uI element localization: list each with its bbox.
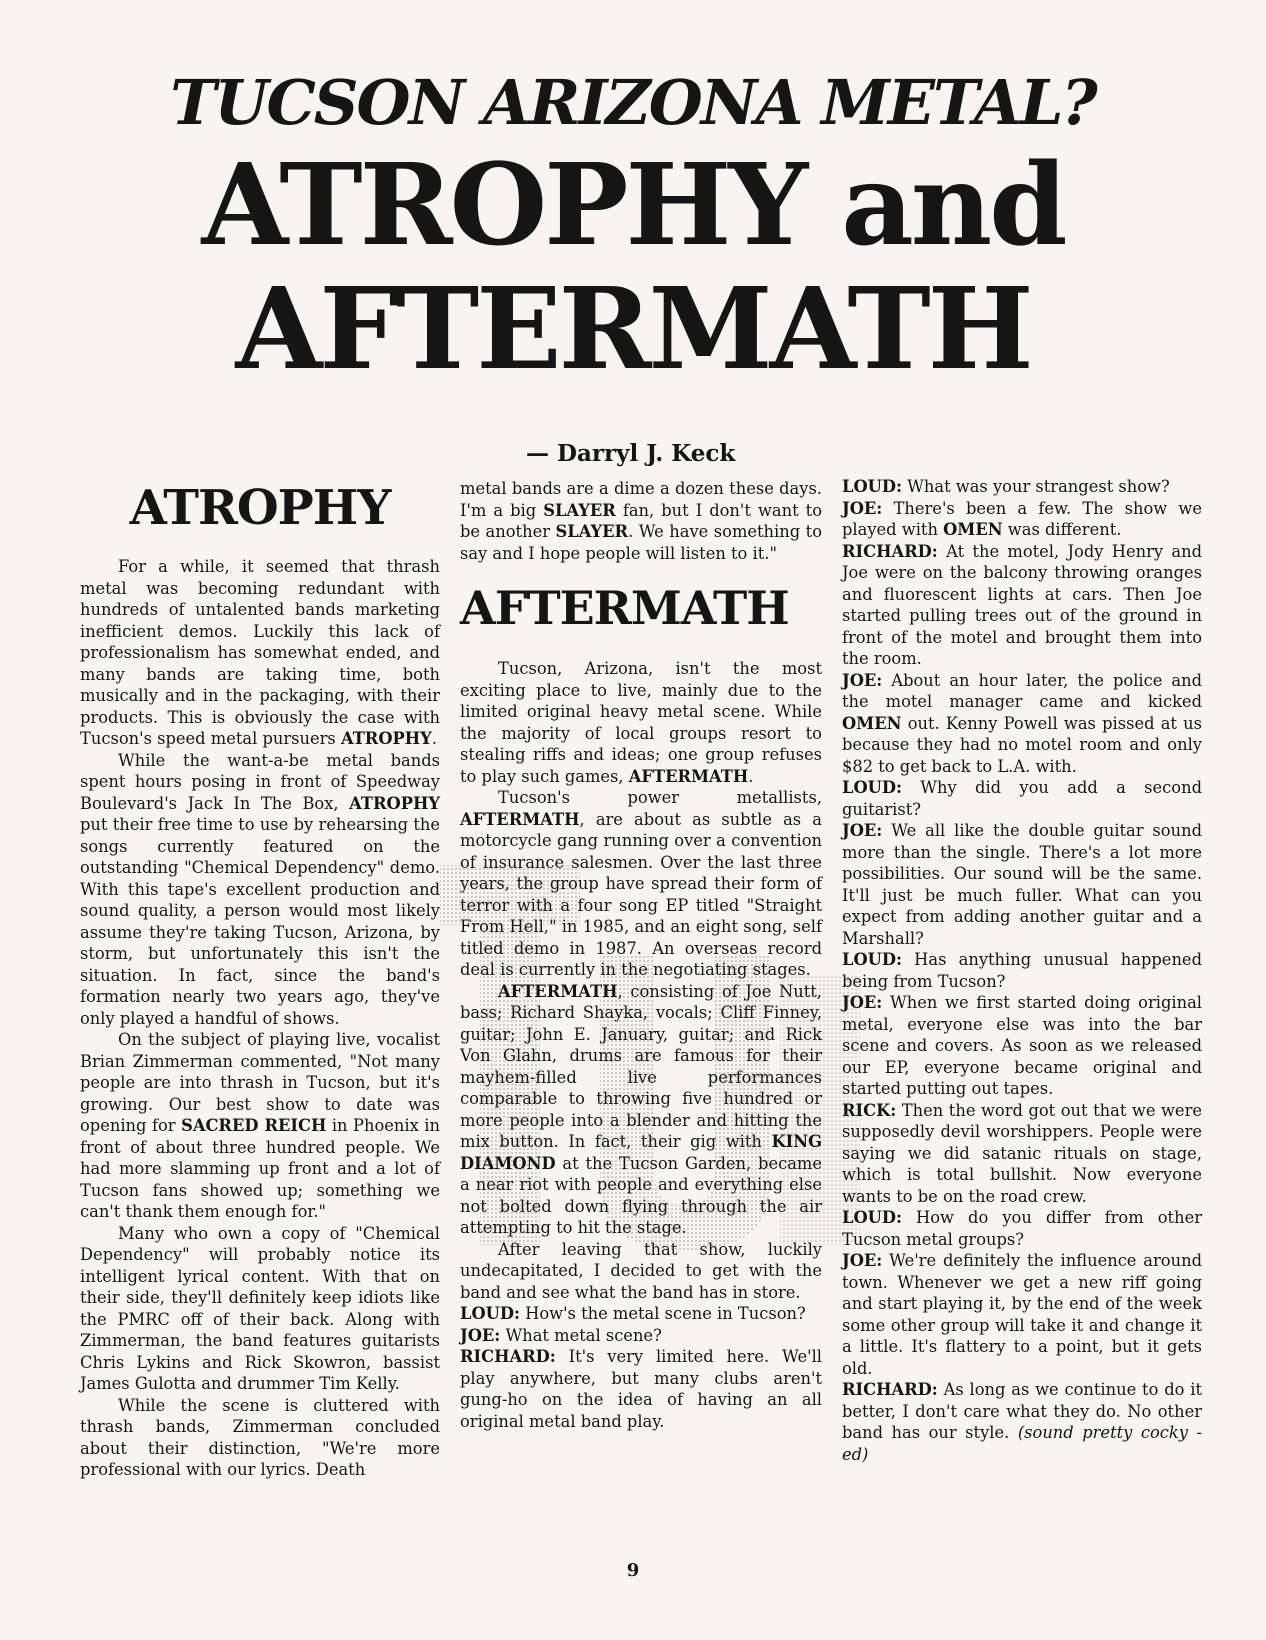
byline: — Darryl J. Keck [526,440,736,467]
interview-line: JOE: There's been a few. The show we played with OMEN was different. [842,498,1202,539]
column-2 [460,478,822,1432]
atrophy-paragraph-5: While the scene is cluttered with thrash bands, Zimmerman concluded about their distinction, "We're more professional with our lyrics. Death [80,1395,440,1479]
aftermath-paragraph-1: Tucson, Arizona, isn't the most exciting place to live, mainly due to the limited original heavy metal scene. While the majority of local groups resort to stealing riffs and ideas; one group refuses to play such games, AFTERMATH. [460,659,822,786]
interview-line: JOE: About an hour later, the police and the motel manager came and kicked OMEN out. Kenny Powell was pissed at us because they had no motel room and only $82 to get back to L.A. with. [842,670,1202,776]
interview-line: LOUD: What was your strangest show? [842,477,1170,496]
atrophy-paragraph-2: While the want-a-be metal bands spent hours posing in front of Speedway Boulevard's Jack In The Box, ATROPHY put their free time to use by rehearsing the songs currently featured on the outstanding "Chemical Dependency" demo. With this tape's excellent production and sound quality, a person would most likely assume they're taking Tucson, Arizona, by storm, but unfortunately this isn't the situation. In fact, since the band's formation nearly two years ago, they've only played a handful of shows. [80,750,440,1028]
column-1 [80,474,440,1481]
atrophy-paragraph-4: Many who own a copy of "Chemical Dependency" will probably notice its intelligent lyrical content. With that on their side, they'll definitely keep idiots like the PMRC off of their back. Along with Zimmerman, the band features guitarists Chris Lykins and Rick Skowron, bassist James Gulotta and drummer Tim Kelly. [80,1223,440,1393]
interview-line: LOUD: How do you differ from other Tucson metal groups? [842,1208,1202,1249]
interview-line: LOUD: How's the metal scene in Tucson? [460,1304,806,1323]
aftermath-paragraph-4: After leaving that show, luckily undecapitated, I decided to get with the band and see what the band has in store. [460,1239,822,1302]
atrophy-paragraph-5-continued: metal bands are a dime a dozen these days. I'm a big SLAYER fan, but I don't want to be another SLAYER. We have something to say and I hope people will listen to it." [460,479,822,563]
column-3 [842,476,1202,1465]
interview-line: LOUD: Why did you add a second guitarist? [842,778,1202,819]
editor-note: (sound pretty cocky - ed) [842,1423,1202,1464]
aftermath-paragraph-3: AFTERMATH, consisting of Joe Nutt, bass; Richard Shayka, vocals; Cliff Finney, guitar; John E. January, guitar; and Rick Von Glahn, drums are famous for their mayhem-filled live performances comparable to throwing five hundred or more people into a blender and hitting the mix button. In fact, their gig with KING DIAMOND at the Tucson Garden, became a near riot with people and everything else not bolted down flying through the air attempting to hit the stage. [460,981,822,1237]
interview-line: RICHARD: At the motel, Jody Henry and Joe were on the balcony throwing oranges and fluorescent lights at cars. Then Joe started pulling trees out of the ground in front of the motel and brought them into the room. [842,541,1202,668]
kicker-headline: TUCSON ARIZONA METAL? [170,66,1096,139]
atrophy-paragraph-3: On the subject of playing live, vocalist Brian Zimmerman commented, "Not many people are into thrash in Tucson, but it's growing. Our best show to date was opening for SACRED REICH in Phoenix in front of about three hundred people. We had more slamming up front and a lot of Tucson fans showed up; something we can't thank them enough for." [80,1030,440,1221]
interview-line: RICHARD: As long as we continue to do it better, I don't care what they do. No other band has our style. (sound pretty cocky - ed) [842,1380,1202,1464]
interview-line: JOE: When we first started doing original metal, everyone else was into the bar scene and covers. As soon as we released our EP, everyone became original and started putting out tapes. [842,993,1202,1098]
atrophy-heading: ATROPHY [129,480,391,536]
title-line-2: AFTERMATH [235,264,1031,395]
interview-line: LOUD: Has anything unusual happened being from Tucson? [842,950,1202,991]
interview-line: RICHARD: It's very limited here. We'll play anywhere, but many clubs aren't gung-ho on the idea of having an all original metal band play. [460,1347,822,1431]
title-line-1: ATROPHY and [201,140,1065,271]
aftermath-paragraph-2: Tucson's power metallists, AFTERMATH, are about as subtle as a motorcycle gang running over a convention of insurance salesmen. Over the last three years, the group have spread their form of terror with a four song EP titled "Straight From Hell," in 1985, and an eight song, self titled demo in 1987. An overseas record deal is currently in the negotiating stages. [460,788,822,979]
interview-line: JOE: We're definitely the influence around town. Whenever we get a new riff going and start playing it, by the end of the week some other group will take it and change it a little. It's flattery to a point, but it gets old. [842,1251,1202,1378]
interview-line: JOE: We all like the double guitar sound more than the single. There's a lot more possibilities. Our sound will be the same. It'll just be much fuller. What can you expect from adding another guitar and a Marshall? [842,821,1202,948]
interview-line: RICK: Then the word got out that we were supposedly devil worshippers. People were saying we did satanic rituals on stage, which is total bullshit. Now everyone wants to be on the road crew. [842,1100,1202,1206]
page-number: 9 [626,1560,640,1581]
interview-line: JOE: What metal scene? [460,1325,662,1345]
atrophy-paragraph-1: For a while, it seemed that thrash metal was becoming redundant with hundreds of untalented bands marketing inefficient demos. Luckily this lack of professionalism has somewhat ended, and many bands are taking time, both musically and in the packaging, with their products. This is obviously the case with Tucson's speed metal pursuers ATROPHY. [80,557,440,748]
aftermath-heading: AFTERMATH [460,581,789,635]
